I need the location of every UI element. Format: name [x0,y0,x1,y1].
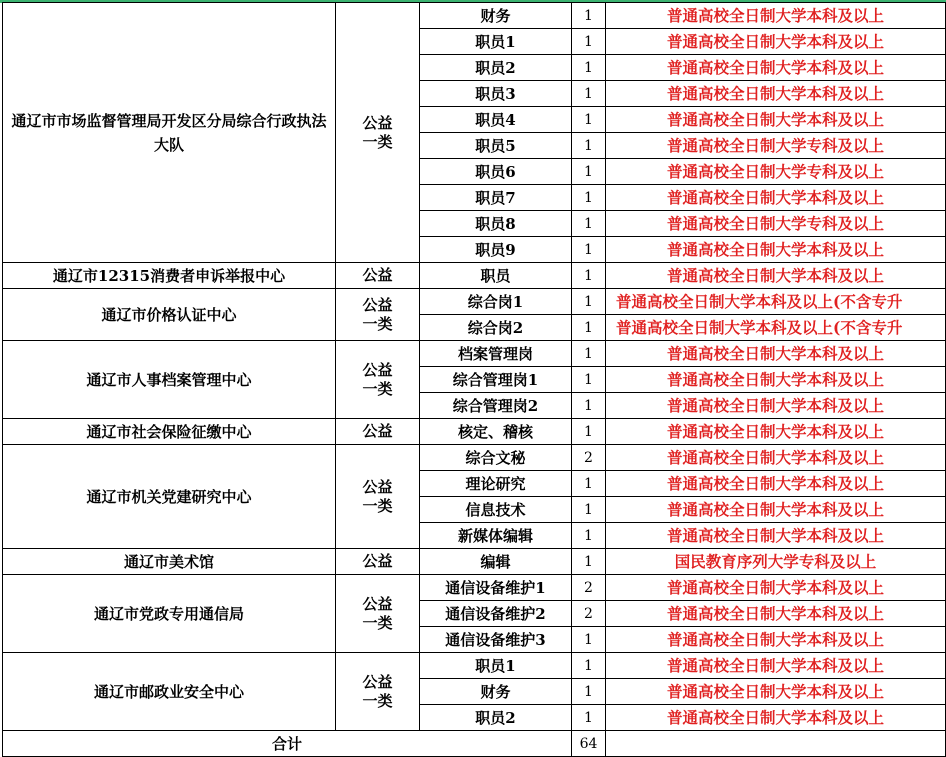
post-count-cell: 1 [572,185,606,211]
post-name-cell: 职员6 [420,159,572,185]
post-count-cell: 1 [572,705,606,731]
post-count-cell: 1 [572,237,606,263]
education-requirement-cell: 普通高校全日制大学本科及以上 [606,679,946,705]
recruitment-table [2,2,946,757]
education-requirement-cell: 普通高校全日制大学本科及以上 [606,367,946,393]
post-name-cell: 职员 [420,263,572,289]
unit-name-cell: 通辽市党政专用通信局 [3,575,336,653]
post-count-cell: 2 [572,601,606,627]
post-count-cell: 1 [572,497,606,523]
education-requirement-cell: 普通高校全日制大学本科及以上 [606,497,946,523]
post-count-cell: 1 [572,523,606,549]
education-requirement-cell: 普通高校全日制大学本科及以上 [606,3,946,29]
education-requirement-cell: 普通高校全日制大学专科及以上 [606,133,946,159]
post-name-cell: 财务 [420,3,572,29]
unit-name-cell: 通辽市社会保险征缴中心 [3,419,336,445]
unit-name-cell: 通辽市价格认证中心 [3,289,336,341]
education-requirement-cell: 普通高校全日制大学本科及以上(不含专升 [606,315,946,341]
post-count-cell: 1 [572,133,606,159]
total-label-cell: 合计 [3,731,572,757]
post-count-cell: 1 [572,289,606,315]
post-name-cell: 综合管理岗1 [420,367,572,393]
post-count-cell: 1 [572,393,606,419]
education-requirement-cell: 普通高校全日制大学本科及以上 [606,29,946,55]
post-count-cell: 1 [572,55,606,81]
post-name-cell: 职员1 [420,653,572,679]
education-requirement-cell: 普通高校全日制大学本科及以上 [606,107,946,133]
post-count-cell: 2 [572,445,606,471]
table-row [3,341,946,367]
education-requirement-cell: 普通高校全日制大学本科及以上 [606,341,946,367]
post-name-cell: 综合文秘 [420,445,572,471]
post-count-cell: 1 [572,549,606,575]
education-requirement-cell: 普通高校全日制大学专科及以上 [606,211,946,237]
unit-name-cell: 通辽市市场监督管理局开发区分局综合行政执法大队 [3,3,336,263]
unit-type-text: 公益 [362,551,393,570]
post-count-cell: 1 [572,419,606,445]
education-requirement-cell: 国民教育序列大学专科及以上 [606,549,946,575]
post-name-cell: 新媒体编辑 [420,523,572,549]
post-name-cell: 职员1 [420,29,572,55]
post-count-cell: 1 [572,263,606,289]
post-name-cell: 信息技术 [420,497,572,523]
education-requirement-cell: 普通高校全日制大学本科及以上 [606,653,946,679]
post-count-cell: 1 [572,679,606,705]
post-name-cell: 职员2 [420,705,572,731]
unit-type-text: 公益一类 [362,672,393,710]
table-row [3,445,946,471]
unit-name-cell: 通辽市人事档案管理中心 [3,341,336,419]
post-count-cell: 1 [572,3,606,29]
unit-type-cell [336,289,420,341]
post-name-cell: 通信设备维护1 [420,575,572,601]
unit-name-cell: 通辽市机关党建研究中心 [3,445,336,549]
unit-type-cell [336,549,420,575]
post-name-cell: 综合岗1 [420,289,572,315]
education-requirement-cell: 普通高校全日制大学本科及以上 [606,81,946,107]
unit-type-cell [336,445,420,549]
post-count-cell: 1 [572,107,606,133]
total-row [3,731,946,757]
unit-type-cell [336,575,420,653]
education-requirement-cell: 普通高校全日制大学本科及以上 [606,471,946,497]
table-row [3,289,946,315]
post-count-cell: 1 [572,29,606,55]
post-count-cell: 1 [572,471,606,497]
post-name-cell: 职员2 [420,55,572,81]
table-row [3,419,946,445]
post-count-cell: 2 [572,575,606,601]
post-name-cell: 综合岗2 [420,315,572,341]
post-count-cell: 1 [572,653,606,679]
education-requirement-cell: 普通高校全日制大学本科及以上 [606,185,946,211]
unit-type-text: 公益一类 [362,594,393,632]
post-name-cell: 职员9 [420,237,572,263]
post-name-cell: 编辑 [420,549,572,575]
education-requirement-cell: 普通高校全日制大学本科及以上 [606,55,946,81]
unit-type-cell [336,653,420,731]
unit-type-cell [336,419,420,445]
unit-type-text: 公益一类 [362,477,393,515]
education-requirement-cell: 普通高校全日制大学本科及以上 [606,419,946,445]
post-name-cell: 财务 [420,679,572,705]
table-row [3,263,946,289]
post-name-cell: 职员5 [420,133,572,159]
unit-type-cell [336,263,420,289]
unit-name-cell: 通辽市美术馆 [3,549,336,575]
unit-type-text: 公益 [362,421,393,440]
post-count-cell: 1 [572,367,606,393]
post-count-cell: 1 [572,159,606,185]
education-requirement-cell: 普通高校全日制大学本科及以上 [606,627,946,653]
total-count-cell: 64 [572,731,606,757]
post-name-cell: 通信设备维护3 [420,627,572,653]
table-row [3,575,946,601]
table-row [3,653,946,679]
unit-type-text: 公益一类 [362,295,393,333]
post-name-cell: 职员7 [420,185,572,211]
education-requirement-cell: 普通高校全日制大学本科及以上 [606,237,946,263]
unit-type-text: 公益一类 [362,360,393,398]
table-row [3,3,946,29]
post-count-cell: 1 [572,341,606,367]
unit-type-text: 公益 [362,265,393,284]
post-name-cell: 职员3 [420,81,572,107]
education-requirement-cell: 普通高校全日制大学专科及以上 [606,159,946,185]
education-requirement-cell: 普通高校全日制大学本科及以上(不含专升 [606,289,946,315]
unit-type-cell [336,3,420,263]
post-name-cell: 职员4 [420,107,572,133]
post-name-cell: 理论研究 [420,471,572,497]
post-name-cell: 通信设备维护2 [420,601,572,627]
education-requirement-cell: 普通高校全日制大学本科及以上 [606,575,946,601]
total-empty-cell [606,731,946,757]
post-count-cell: 1 [572,627,606,653]
unit-name-cell: 通辽市12315消费者申诉举报中心 [3,263,336,289]
post-count-cell: 1 [572,211,606,237]
unit-name-cell: 通辽市邮政业安全中心 [3,653,336,731]
education-requirement-cell: 普通高校全日制大学本科及以上 [606,393,946,419]
education-requirement-cell: 普通高校全日制大学本科及以上 [606,523,946,549]
post-count-cell: 1 [572,315,606,341]
education-requirement-cell: 普通高校全日制大学本科及以上 [606,601,946,627]
post-name-cell: 档案管理岗 [420,341,572,367]
table-row [3,549,946,575]
education-requirement-cell: 普通高校全日制大学本科及以上 [606,263,946,289]
unit-type-cell [336,341,420,419]
post-count-cell: 1 [572,81,606,107]
unit-type-text: 公益一类 [362,113,393,151]
post-name-cell: 综合管理岗2 [420,393,572,419]
post-name-cell: 职员8 [420,211,572,237]
education-requirement-cell: 普通高校全日制大学本科及以上 [606,445,946,471]
education-requirement-cell: 普通高校全日制大学本科及以上 [606,705,946,731]
post-name-cell: 核定、稽核 [420,419,572,445]
